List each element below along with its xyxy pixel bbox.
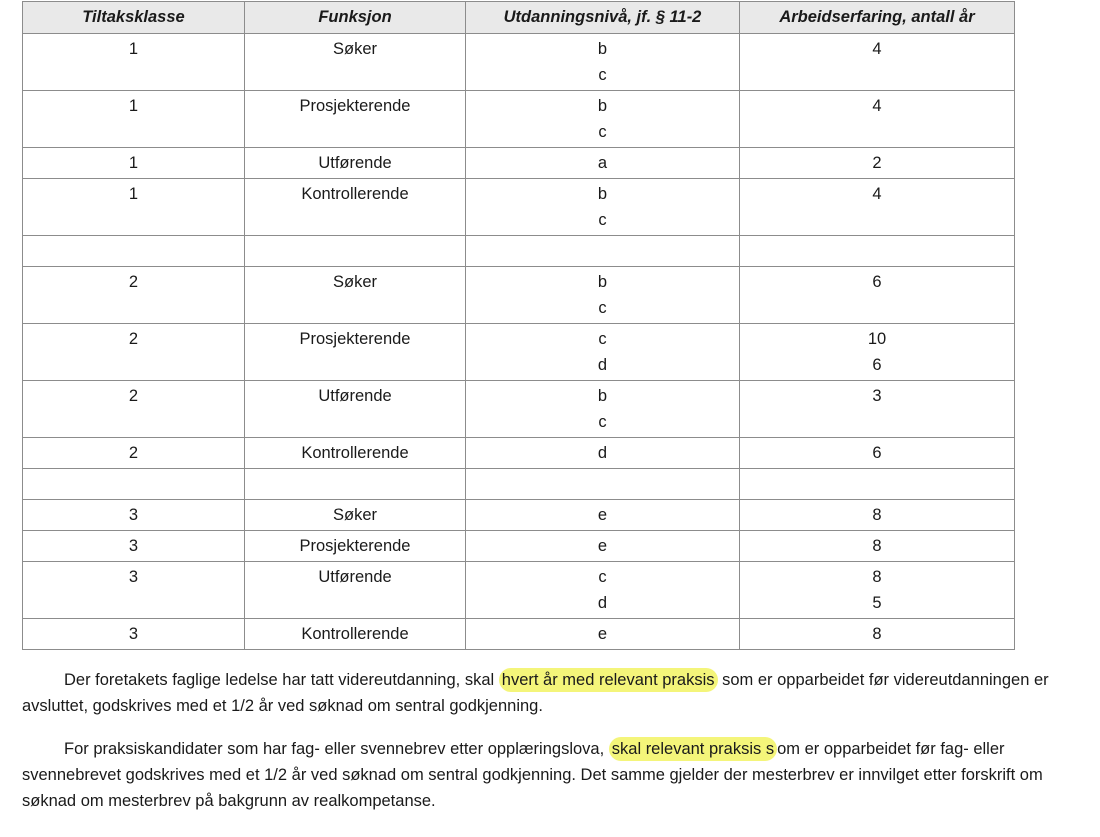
cell-tiltaksklasse [23, 469, 245, 500]
paragraph-text: som er opparbeidet før videreutdanningen er avsluttet, godskrives med et 1/2 år ved søknad om sentral godkjenning. [22, 671, 1049, 715]
cell-utdanningsniva-value: e [597, 506, 608, 524]
cell-arbeidserfaring [740, 531, 1015, 562]
cell-utdanningsniva-value: d [597, 356, 608, 374]
cell-utdanningsniva-value: c [598, 66, 607, 84]
table-row [23, 179, 1015, 236]
cell-arbeidserfaring [740, 148, 1015, 179]
cell-tiltaksklasse-text: 3 [128, 537, 139, 555]
cell-arbeidserfaring [740, 34, 1015, 91]
cell-tiltaksklasse [23, 562, 245, 619]
cell-utdanningsniva [466, 34, 740, 91]
cell-utdanningsniva [466, 531, 740, 562]
cell-utdanningsniva [466, 438, 740, 469]
cell-funksjon-text: Søker [332, 40, 377, 58]
cell-utdanningsniva-value: d [597, 444, 608, 462]
cell-utdanningsniva [466, 324, 740, 381]
table-row [23, 562, 1015, 619]
cell-funksjon [245, 438, 466, 469]
cell-arbeidserfaring-value: 4 [872, 97, 882, 115]
cell-utdanningsniva [466, 148, 740, 179]
cell-arbeidserfaring [740, 438, 1015, 469]
cell-tiltaksklasse [23, 34, 245, 91]
cell-tiltaksklasse-text: 2 [128, 387, 139, 405]
cell-funksjon-text: Kontrollerende [301, 185, 409, 203]
cell-arbeidserfaring [740, 562, 1015, 619]
header-tiltaksklasse: Tiltaksklasse [23, 2, 245, 34]
cell-funksjon-text [245, 236, 465, 239]
cell-arbeidserfaring-value: 10 [867, 330, 887, 348]
cell-utdanningsniva-value: b [597, 40, 608, 58]
cell-funksjon [245, 179, 466, 236]
cell-arbeidserfaring-value: 8 [872, 537, 882, 555]
cell-utdanningsniva-value: b [597, 273, 608, 291]
cell-funksjon [245, 91, 466, 148]
qualification-table [22, 1, 1015, 650]
header-arbeidserfaring: Arbeidserfaring, antall år [740, 2, 1015, 34]
cell-arbeidserfaring-value: 4 [872, 40, 882, 58]
cell-funksjon [245, 469, 466, 500]
cell-tiltaksklasse-text [23, 469, 244, 472]
header-funksjon: Funksjon [245, 2, 466, 34]
cell-tiltaksklasse-text: 3 [128, 568, 139, 586]
cell-utdanningsniva-value: c [598, 413, 607, 431]
highlighted-text: skal relevant praksis s [609, 737, 777, 761]
cell-tiltaksklasse [23, 236, 245, 267]
table-row [23, 324, 1015, 381]
cell-arbeidserfaring-value: 8 [872, 568, 882, 586]
cell-tiltaksklasse [23, 438, 245, 469]
cell-funksjon-text: Utførende [318, 568, 392, 586]
cell-utdanningsniva-value: c [598, 211, 607, 229]
cell-funksjon-text: Søker [332, 273, 377, 291]
cell-tiltaksklasse-text [23, 236, 244, 239]
cell-tiltaksklasse [23, 179, 245, 236]
cell-arbeidserfaring [740, 469, 1015, 500]
cell-utdanningsniva-value: d [597, 594, 608, 612]
cell-utdanningsniva-value: e [597, 537, 608, 555]
cell-utdanningsniva [466, 236, 740, 267]
paragraph-videreutdanning [22, 667, 1082, 719]
cell-arbeidserfaring [740, 179, 1015, 236]
header-row [23, 2, 1015, 34]
cell-utdanningsniva-value: b [597, 387, 608, 405]
cell-utdanningsniva [466, 381, 740, 438]
table-row [23, 438, 1015, 469]
cell-funksjon [245, 34, 466, 91]
cell-arbeidserfaring-value: 6 [872, 273, 882, 291]
cell-arbeidserfaring-value: 5 [872, 594, 882, 612]
cell-funksjon [245, 531, 466, 562]
cell-funksjon-text [245, 469, 465, 472]
header-utdanningsniva: Utdanningsnivå, jf. § 11-2 [466, 2, 740, 34]
cell-utdanningsniva [466, 562, 740, 619]
table-row [23, 267, 1015, 324]
cell-funksjon-text: Kontrollerende [301, 444, 409, 462]
cell-arbeidserfaring-value: 8 [872, 506, 882, 524]
cell-utdanningsniva [466, 179, 740, 236]
cell-arbeidserfaring-value: 6 [872, 356, 882, 374]
table-row [23, 91, 1015, 148]
cell-arbeidserfaring [740, 267, 1015, 324]
paragraph-praksiskandidater [22, 736, 1082, 814]
table-row [23, 619, 1015, 650]
cell-tiltaksklasse-text: 1 [128, 97, 139, 115]
cell-arbeidserfaring-value: 8 [872, 625, 882, 643]
cell-utdanningsniva-value: b [597, 97, 608, 115]
cell-utdanningsniva [466, 469, 740, 500]
paragraph-text: Der foretakets faglige ledelse har tatt videreutdanning, skal [64, 671, 499, 689]
cell-tiltaksklasse [23, 267, 245, 324]
table-row [23, 34, 1015, 91]
cell-funksjon-text: Søker [332, 506, 377, 524]
cell-arbeidserfaring-value: 3 [872, 387, 882, 405]
cell-utdanningsniva [466, 267, 740, 324]
cell-utdanningsniva-value: e [597, 625, 608, 643]
cell-tiltaksklasse [23, 91, 245, 148]
table-row [23, 500, 1015, 531]
cell-utdanningsniva-value: c [598, 568, 607, 586]
cell-arbeidserfaring [740, 91, 1015, 148]
cell-utdanningsniva [466, 500, 740, 531]
cell-funksjon-text: Utførende [318, 387, 392, 405]
cell-arbeidserfaring-value: 4 [872, 185, 882, 203]
cell-tiltaksklasse-text: 3 [128, 625, 139, 643]
highlighted-text: hvert år med relevant praksis [499, 668, 718, 692]
paragraph-text: om er opparbeidet før fag- eller svennebrevet godskrives med et 1/2 år ved søknad om sentral godkjenning. Det samme gjelder der mesterbrev er innvilget etter forskrift om søknad om mesterbrev på bakgrunn av realkompetanse. [22, 740, 1043, 810]
cell-arbeidserfaring [740, 324, 1015, 381]
cell-funksjon-text: Utførende [318, 154, 392, 172]
table-row [23, 469, 1015, 500]
cell-tiltaksklasse-text: 1 [128, 154, 139, 172]
cell-arbeidserfaring [740, 500, 1015, 531]
paragraph-text: For praksiskandidater som har fag- eller svennebrev etter opplæringslova, [64, 740, 609, 758]
cell-funksjon [245, 562, 466, 619]
table-header [23, 2, 1015, 34]
cell-funksjon [245, 500, 466, 531]
cell-utdanningsniva-value: b [597, 185, 608, 203]
cell-utdanningsniva-value: a [597, 154, 608, 172]
cell-utdanningsniva [466, 91, 740, 148]
cell-arbeidserfaring [740, 381, 1015, 438]
cell-funksjon-text: Prosjekterende [299, 97, 411, 115]
table-row [23, 531, 1015, 562]
cell-tiltaksklasse [23, 500, 245, 531]
cell-funksjon-text: Kontrollerende [301, 625, 409, 643]
cell-funksjon [245, 148, 466, 179]
cell-tiltaksklasse-text: 2 [128, 444, 139, 462]
cell-tiltaksklasse-text: 1 [128, 40, 139, 58]
cell-arbeidserfaring-value: 6 [872, 444, 882, 462]
cell-utdanningsniva-value: c [598, 123, 607, 141]
cell-funksjon [245, 324, 466, 381]
cell-tiltaksklasse [23, 324, 245, 381]
cell-tiltaksklasse [23, 619, 245, 650]
cell-tiltaksklasse-text: 3 [128, 506, 139, 524]
cell-arbeidserfaring [740, 619, 1015, 650]
cell-funksjon-text: Prosjekterende [299, 537, 411, 555]
cell-tiltaksklasse-text: 1 [128, 185, 139, 203]
table-row [23, 148, 1015, 179]
table-row [23, 236, 1015, 267]
cell-arbeidserfaring-value: 2 [872, 154, 882, 172]
cell-utdanningsniva-value: c [598, 299, 607, 317]
cell-tiltaksklasse [23, 148, 245, 179]
cell-tiltaksklasse [23, 381, 245, 438]
cell-utdanningsniva [466, 619, 740, 650]
cell-arbeidserfaring [740, 236, 1015, 267]
table-body [23, 34, 1015, 650]
cell-tiltaksklasse-text: 2 [128, 273, 139, 291]
cell-utdanningsniva-value: c [598, 330, 607, 348]
cell-funksjon [245, 619, 466, 650]
cell-funksjon [245, 381, 466, 438]
cell-funksjon [245, 267, 466, 324]
cell-funksjon [245, 236, 466, 267]
cell-tiltaksklasse [23, 531, 245, 562]
table-row [23, 381, 1015, 438]
cell-tiltaksklasse-text: 2 [128, 330, 139, 348]
cell-funksjon-text: Prosjekterende [299, 330, 411, 348]
